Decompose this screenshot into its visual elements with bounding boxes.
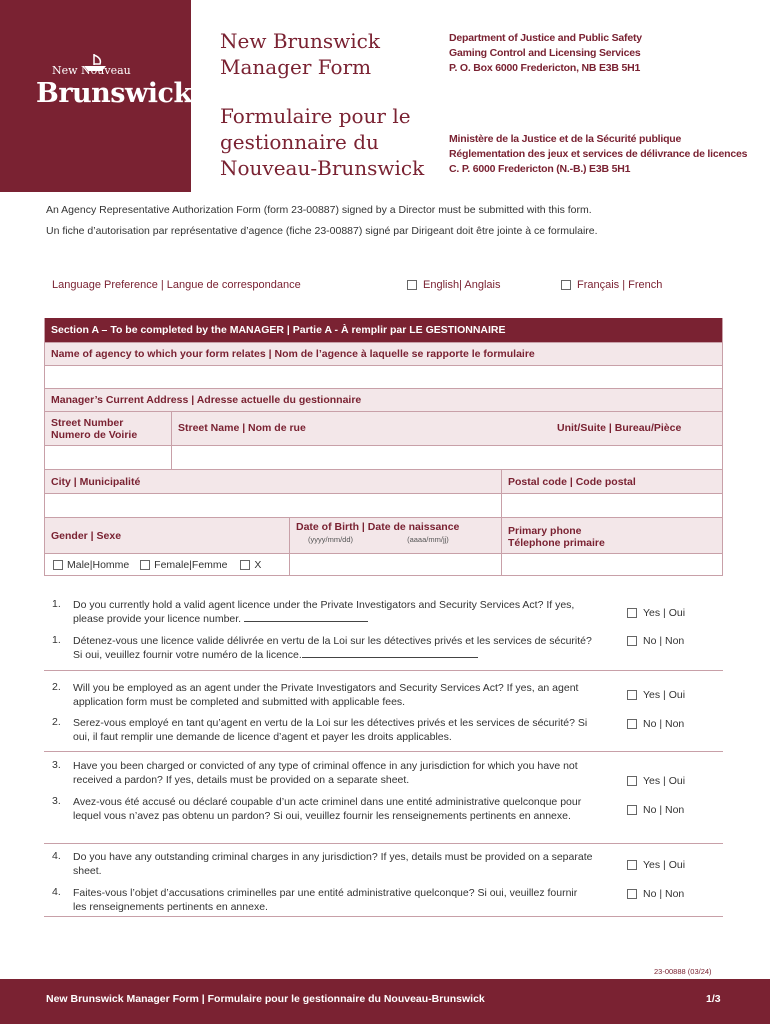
intro-fr: Un fiche d’autorisation par représentative d’agence (fiche 23-00887) signé par Dirigeant doit être jointe à ce formulaire.	[46, 225, 598, 237]
city-label: City | Municipalité	[51, 476, 141, 488]
gender-label: Gender | Sexe	[51, 530, 122, 542]
male-option[interactable]: Male|Homme	[53, 559, 129, 571]
logo-panel	[0, 0, 191, 192]
address-columns-row	[44, 411, 723, 445]
department-address-fr: Ministère de la Justice et de la Sécurité publique Réglementation des jeux et services de délivrance de licences C. P. 6000 Fredericton (N.-B.) E3B 5H1	[449, 133, 748, 175]
divider	[44, 670, 723, 671]
street-name-label: Street Name | Nom de rue	[171, 412, 551, 445]
q4-fr: Faites-vous l’objet d’accusations criminelles par une entité administrative quelconque? Si oui, veuillez fournir les renseignements pertinents en annexe.	[73, 887, 578, 913]
language-french-option[interactable]: Français | French	[561, 279, 662, 291]
female-option[interactable]: Female|Femme	[140, 559, 227, 571]
street-name-field[interactable]	[171, 446, 724, 469]
q2-no-checkbox[interactable]	[627, 719, 637, 729]
intro-en: An Agency Representative Authorization Form (form 23-00887) signed by a Director must be submitted with this form.	[46, 204, 592, 216]
english-checkbox[interactable]	[407, 280, 417, 290]
form-title-fr: Formulaire pour le gestionnaire du Nouveau-Brunswick	[220, 104, 425, 180]
male-checkbox[interactable]	[53, 560, 63, 570]
city-postal-fields-row	[44, 493, 723, 517]
q4-en: Do you have any outstanding criminal charges in any jurisdiction? If yes, details must be provided on a separate sheet.	[73, 851, 593, 877]
gender-dob-phone-fields	[44, 553, 723, 576]
language-label: Language Preference | Langue de correspondance	[52, 279, 301, 291]
postal-label: Postal code | Code postal	[501, 470, 724, 493]
footer-title: New Brunswick Manager Form | Formulaire pour le gestionnaire du Nouveau-Brunswick	[46, 993, 485, 1005]
phone-field[interactable]	[501, 554, 724, 575]
q1-no-checkbox[interactable]	[627, 636, 637, 646]
gender-dob-phone-row	[44, 517, 723, 553]
q1-yes-option[interactable]: Yes | Oui	[627, 607, 685, 619]
q3-en: Have you been charged or convicted of any type of criminal offence in any jurisdiction for which you have not received a pardon? If yes, details must be provided on a separate sheet.	[73, 760, 578, 786]
q1-number-fr: 1.	[52, 634, 61, 646]
q4-yes-checkbox[interactable]	[627, 860, 637, 870]
q1-no-option[interactable]: No | Non	[627, 635, 684, 647]
x-checkbox[interactable]	[240, 560, 250, 570]
q3-yes-checkbox[interactable]	[627, 776, 637, 786]
q3-no-checkbox[interactable]	[627, 805, 637, 815]
q3-number-fr: 3.	[52, 795, 61, 807]
agency-label-row: Name of agency to which your form relates | Nom de l’agence à laquelle se rapporte le formulaire	[44, 342, 723, 365]
language-english-option[interactable]: English| Anglais	[407, 279, 500, 291]
unit-label: Unit/Suite | Bureau/Pièce	[557, 422, 682, 434]
street-number-label: Street Number Numero de Voirie	[51, 417, 138, 441]
q4-no-checkbox[interactable]	[627, 889, 637, 899]
page-number: 1/3	[706, 993, 721, 1005]
logo-small-text: New Nouveau	[52, 64, 131, 77]
form-title-en: New Brunswick Manager Form	[220, 29, 380, 79]
address-label-row: Manager’s Current Address | Adresse actuelle du gestionnaire	[44, 388, 723, 411]
city-field[interactable]	[45, 494, 501, 517]
agency-name-field[interactable]	[44, 365, 723, 388]
q3-number: 3.	[52, 759, 61, 771]
q2-en: Will you be employed as an agent under the Private Investigators and Security Services Act? If yes, an agent application form must be completed and submitted with applicable fees.	[73, 682, 579, 708]
address-fields-row	[44, 445, 723, 469]
dob-field[interactable]	[289, 554, 501, 575]
divider	[44, 751, 723, 752]
gender-options	[53, 554, 289, 575]
q3-fr: Avez-vous été accusé ou déclaré coupable d’un acte criminel dans une entité administrative quelconque pour lequel vous n’avez pas obtenu un pardon? Si oui, veuillez fournir les renseignements pertinents en annexe.	[73, 796, 582, 822]
q4-number-fr: 4.	[52, 886, 61, 898]
phone-label: Primary phone Télephone primaire	[501, 518, 724, 553]
q1-yes-checkbox[interactable]	[627, 608, 637, 618]
female-checkbox[interactable]	[140, 560, 150, 570]
logo-wordmark: Brunswick	[36, 78, 192, 109]
form-number: 23-00888 (03/24)	[654, 967, 712, 976]
q2-number: 2.	[52, 681, 61, 693]
department-address-en: Department of Justice and Public Safety Gaming Control and Licensing Services P. O. Box 6000 Fredericton, NB E3B 5H1	[449, 32, 642, 74]
footer-bar	[0, 979, 770, 1024]
q2-yes-option[interactable]: Yes | Oui	[627, 689, 685, 701]
q2-no-option[interactable]: No | Non	[627, 718, 684, 730]
divider	[44, 916, 723, 917]
q1-en: Do you currently hold a valid agent licence under the Private Investigators and Security Services Act? If yes, please provide your licence number.	[73, 599, 575, 625]
q1-fr: Détenez-vous une licence valide délivrée en vertu de la Loi sur les détectives privés et les services de sécurité? Si oui, veuillez fournir votre numéro de la licence.	[73, 635, 592, 661]
dob-label: Date of Birth | Date de naissance (yyyy/mm/dd) (aaaa/mm/jj)	[289, 518, 501, 553]
q2-number-fr: 2.	[52, 716, 61, 728]
q3-yes-option[interactable]: Yes | Oui	[627, 775, 685, 787]
section-a-header: Section A – To be completed by the MANAGER | Partie A - À remplir par LE GESTIONNAIRE	[44, 318, 723, 342]
city-postal-label-row	[44, 469, 723, 493]
postal-code-field[interactable]	[501, 494, 724, 517]
q2-yes-checkbox[interactable]	[627, 690, 637, 700]
french-checkbox[interactable]	[561, 280, 571, 290]
q3-no-option[interactable]: No | Non	[627, 804, 684, 816]
q1-number: 1.	[52, 598, 61, 610]
q2-fr: Serez-vous employé en tant qu’agent en vertu de la Loi sur les détectives privés et les services de sécurité? Si oui, il faut remplir une demande de licence d’agent et payer les droits applicables.	[73, 717, 588, 743]
q4-number: 4.	[52, 850, 61, 862]
q4-no-option[interactable]: No | Non	[627, 888, 684, 900]
street-number-field[interactable]	[45, 446, 171, 469]
q4-yes-option[interactable]: Yes | Oui	[627, 859, 685, 871]
x-option[interactable]: X	[240, 559, 261, 571]
divider	[44, 843, 723, 844]
